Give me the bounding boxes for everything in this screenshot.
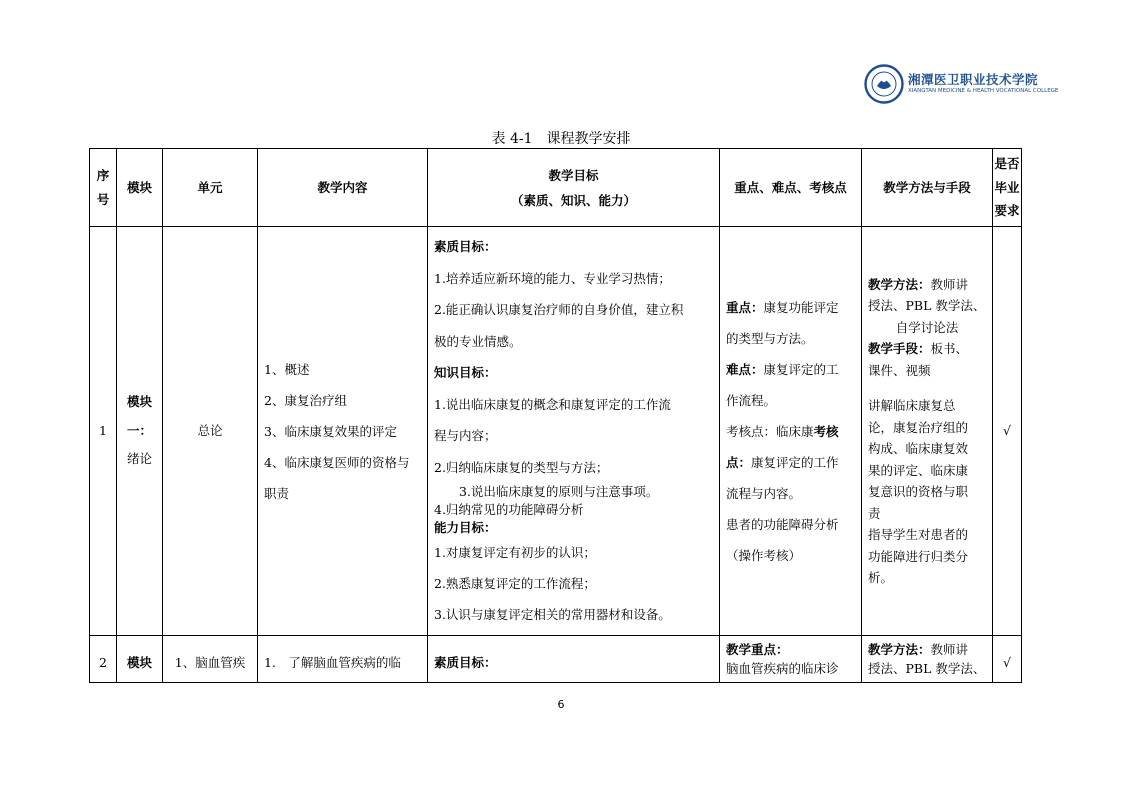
method-desc: 责 <box>868 505 881 521</box>
ability-title: 能力目标： <box>434 520 497 535</box>
key-line: 的类型与方法。 <box>726 330 814 346</box>
means-line: 课件、视频 <box>868 362 931 378</box>
exam-line <box>726 447 855 478</box>
content-item: 职责 <box>264 485 290 501</box>
method-desc: 复意识的资格与职 <box>868 484 969 499</box>
row-keypoints <box>720 227 862 636</box>
difficult-line <box>726 354 855 385</box>
method-desc: 构成、临床康复效 <box>868 441 969 456</box>
row-objective <box>428 227 720 636</box>
row-keypoints <box>720 636 862 683</box>
objective-item: 4.归纳常见的功能障碍分析 <box>434 502 584 517</box>
exam-line <box>726 416 855 447</box>
key-line <box>726 292 855 323</box>
objective-item: 2.归纳临床康复的类型与方法； <box>434 459 609 475</box>
table-row <box>90 227 1022 636</box>
row-methods <box>862 636 993 683</box>
content-item: 3、临床康复效果的评定 <box>264 423 397 439</box>
header-unit: 单元 <box>163 149 258 227</box>
row-content <box>258 227 428 636</box>
header-graduation: 是否 毕业 要求 <box>993 149 1022 227</box>
exam-line: 流程与内容。 <box>726 485 802 501</box>
row-number: 2 <box>90 636 117 683</box>
objective-item: 1.说出临床康复的概念和康复评定的工作流 <box>434 396 671 412</box>
college-emblem-icon <box>864 64 904 104</box>
method-desc: 果的评定、临床康 <box>868 462 969 478</box>
content-item: 1、概述 <box>264 361 310 377</box>
knowledge-title: 知识目标： <box>434 365 497 380</box>
header-module: 模块 <box>117 149 163 227</box>
means-line <box>868 338 986 360</box>
row-graduation-check: √ <box>993 636 1022 683</box>
college-name-en: XIANGTAN MEDICINE & HEALTH VOCATIONAL COLLEGE <box>908 88 1059 94</box>
exam-bold: 考核 <box>813 423 839 439</box>
table-caption: 表 4-1 课程教学安排 <box>491 131 631 147</box>
row-number: 1 <box>90 227 117 636</box>
exam-text: 康复评定的工作 <box>751 454 839 470</box>
method-desc: 论，康复治疗组的 <box>868 419 969 435</box>
row-unit: 总论 <box>163 227 258 636</box>
header-objective <box>428 149 720 227</box>
module-line1: 模块 <box>126 393 152 409</box>
method-line <box>868 274 986 296</box>
table-header-row <box>90 149 1022 227</box>
method-line: 授法、PBL 教学法、 <box>868 298 986 313</box>
objective-item: 3.认识与康复评定相关的常用器材和设备。 <box>434 607 671 622</box>
exam-line: 患者的功能障碍分析 <box>726 516 839 532</box>
objective-item: 2.能正确认识康复治疗师的自身价值，建立积 <box>434 302 684 317</box>
method-desc: 析。 <box>868 570 894 585</box>
header-methods: 教学方法与手段 <box>862 149 993 227</box>
row-module <box>117 227 163 636</box>
module-line3: 绪论 <box>126 451 152 467</box>
means-label: 教学手段： <box>868 341 931 356</box>
method-label: 教学方法： <box>868 276 931 292</box>
row-content: 1. 了解脑血管疾病的临 <box>258 636 428 683</box>
method-text: 教师讲 <box>930 642 969 657</box>
objective-item: 2.熟悉康复评定的工作流程； <box>434 576 596 591</box>
header-no: 序 号 <box>90 149 117 227</box>
objective-item: 1.培养适应新环境的能力、专业学习热情； <box>434 270 671 286</box>
exam-text: 考核点：临床康 <box>726 423 814 439</box>
header-objective-line2: （素质、知识、能力） <box>510 192 636 208</box>
keypoints-label: 教学重点： <box>726 642 789 657</box>
objective-item: 程与内容； <box>434 428 497 443</box>
quality-title: 素质目标： <box>428 636 720 683</box>
header-keypoints: 重点、难点、考核点 <box>720 149 862 227</box>
content-item: 2、康复治疗组 <box>264 392 347 408</box>
objective-item: 1.对康复评定有初步的认识； <box>434 545 596 560</box>
objective-item: 极的专业情感。 <box>434 333 522 349</box>
method-line: 授法、PBL 教学法、 <box>868 661 986 676</box>
method-line: 自学讨论法 <box>895 319 959 335</box>
method-label: 教学方法： <box>868 642 931 657</box>
objective-item: 3.说出临床康复的原则与注意事项。 <box>434 484 659 499</box>
key-text: 康复功能评定 <box>763 299 839 315</box>
method-text: 教师讲 <box>930 276 969 292</box>
method-line <box>868 640 986 659</box>
course-schedule-table <box>89 148 1022 683</box>
difficult-text: 康复评定的工 <box>763 361 839 377</box>
page-number: 6 <box>557 698 565 711</box>
method-desc: 功能障进行归类分 <box>868 548 969 564</box>
means-text: 板书、 <box>930 341 969 356</box>
header-objective-line1: 教学目标 <box>548 167 599 183</box>
table-row <box>90 636 1022 683</box>
keypoints-text: 脑血管疾病的临床诊 <box>726 661 839 676</box>
row-unit: 1、脑血管疾 <box>163 636 258 683</box>
method-desc: 讲解临床康复总 <box>868 398 956 413</box>
quality-title: 素质目标： <box>434 239 497 254</box>
module-line2: 一： <box>126 422 152 438</box>
row-methods <box>862 227 993 636</box>
row-graduation-check: √ <box>993 227 1022 636</box>
key-label: 重点： <box>726 299 764 315</box>
difficult-line: 作流程。 <box>726 392 777 408</box>
college-name-cn: 湘潭医卫职业技术学院 <box>908 72 1039 87</box>
exam-bold: 点： <box>726 454 752 470</box>
header-content: 教学内容 <box>258 149 428 227</box>
difficult-label: 难点： <box>726 361 764 377</box>
content-item: 4、临床康复医师的资格与 <box>264 454 410 470</box>
exam-line: （操作考核） <box>726 547 802 563</box>
row-module: 模块 <box>117 636 163 683</box>
college-logo <box>864 64 1059 106</box>
method-desc: 指导学生对患者的 <box>868 527 969 542</box>
